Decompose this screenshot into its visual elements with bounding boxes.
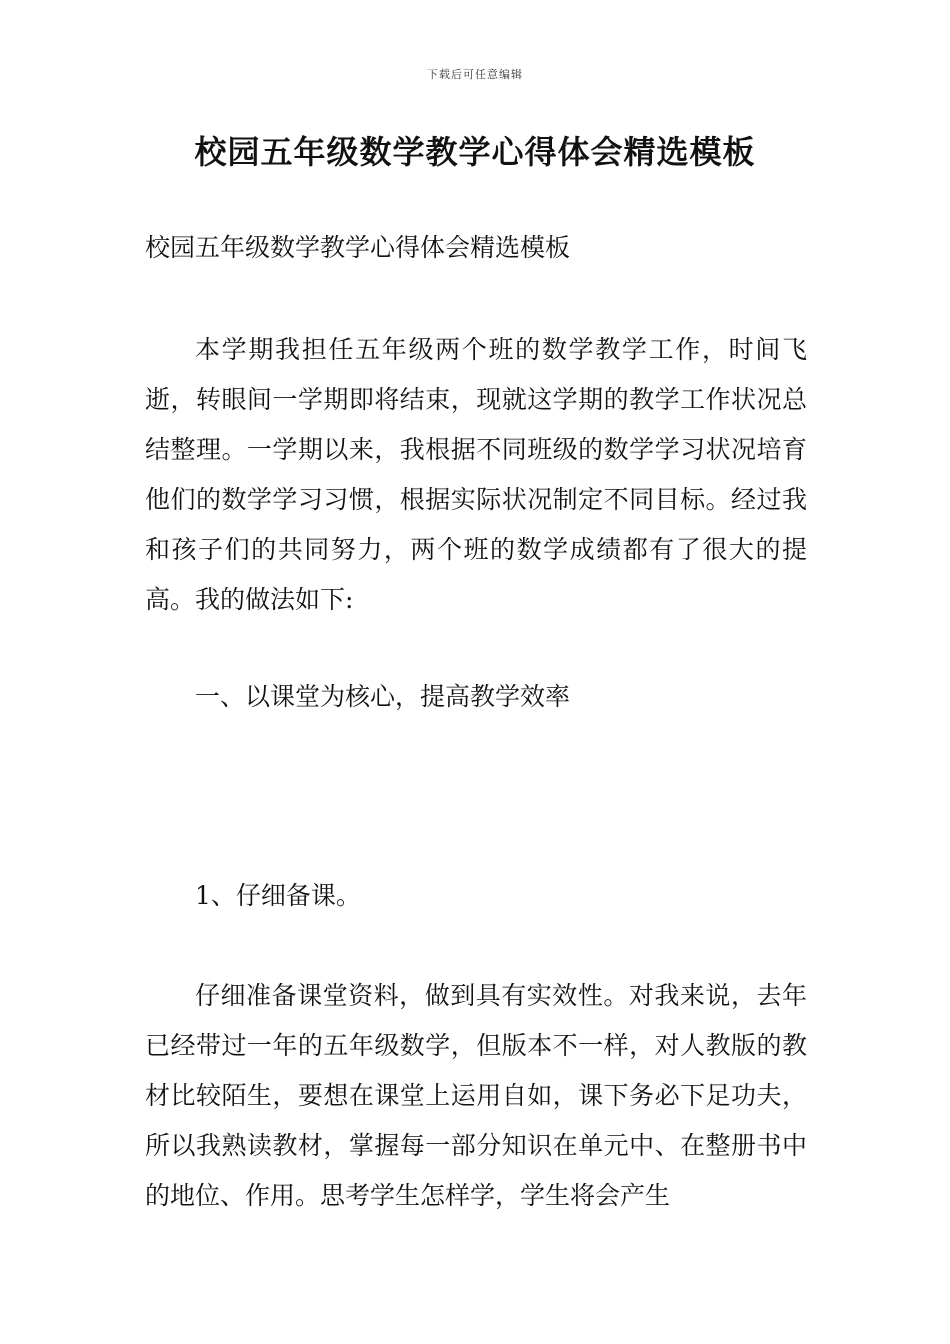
page-header-note: 下载后可任意编辑 (427, 68, 523, 81)
intro-paragraph: 本学期我担任五年级两个班的数学教学工作，时间飞逝，转眼间一学期即将结束，现就这学期的教学工作状况总结整理。一学期以来，我根据不同班级的数学学习状况培育他们的数学学习习惯，根据实际状况制定不同目标。经过我和孩子们的共同努力，两个班的数学成绩都有了很大的提高。我的做法如下: (145, 335, 807, 614)
body-paragraph: 仔细准备课堂资料，做到具有实效性。对我来说，去年已经带过一年的五年级数学，但版本不一样，对人教版的教材比较陌生，要想在课堂上运用自如，课下务必下足功夫，所以我熟读教材，掌握每一部分知识在单元中、在整册书中的地位、作用。思考学生怎样学，学生将会产生 (145, 981, 807, 1210)
section-heading: 一、以课堂为核心，提高教学效率 (195, 682, 571, 711)
document-title: 校园五年级数学教学心得体会精选模板 (194, 133, 756, 171)
document-subtitle: 校园五年级数学教学心得体会精选模板 (145, 233, 571, 262)
subsection-heading: 1、仔细备课。 (195, 881, 361, 910)
